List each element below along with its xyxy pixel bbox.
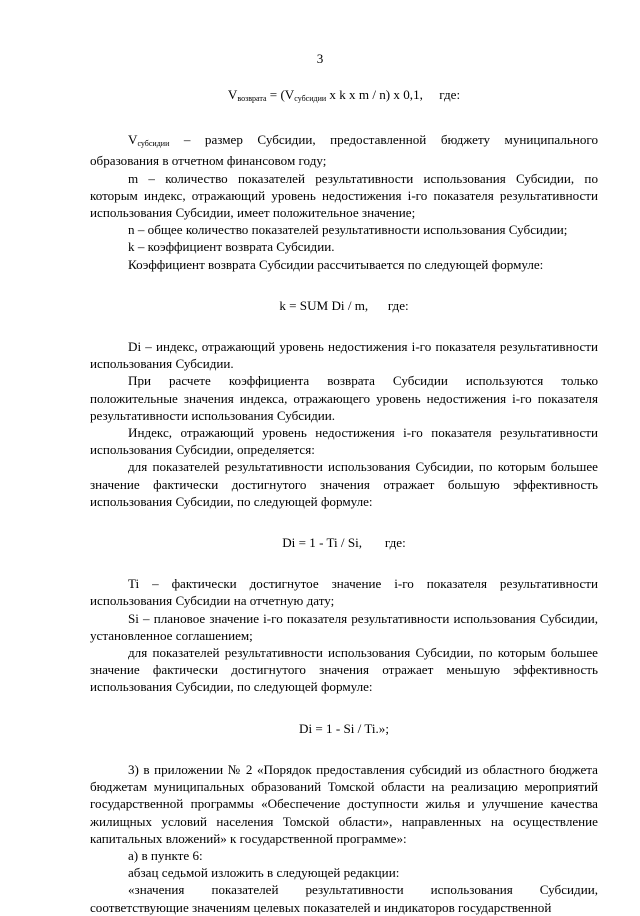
item-a: а) в пункте 6: xyxy=(128,847,203,863)
formula-refund-volume xyxy=(90,86,598,107)
def-v-main: V xyxy=(128,132,138,148)
item-a-text: абзац седьмой изложить в следующей редакции: xyxy=(128,865,400,881)
page-number: 3 xyxy=(316,51,324,66)
definition-m: m – количество показателей результативности использования Субсидии, по которым индекс, отражающий уровень недостижения i-го показателя результативности использования Субсидии, имеет положительное значение; xyxy=(90,170,598,221)
definition-v-subsidy xyxy=(90,131,598,169)
def-v-subscript: субсидии xyxy=(137,139,170,149)
definition-si: Si – плановое значение i-го показателя результативности использования Субсидии, установленное соглашением; xyxy=(90,610,598,643)
definition-ti: Ti – фактически достигнутое значение i-го показателя результативности использования Субсидии на отчетную дату; xyxy=(90,576,598,609)
def-v-line2: образования в отчетном финансовом году; xyxy=(90,153,327,169)
formula-middle-b: x k x m / n) x 0,1, xyxy=(326,87,423,102)
case-larger-better: для показателей результативности использования Субсидии, по которым большее значение фактически достигнутого значения отражает большую эффективность использования Субсидии, по следующей формуле: xyxy=(90,459,598,509)
formula-middle-a: = (V xyxy=(266,87,295,102)
formula-v-main: V xyxy=(227,87,238,102)
formula-v-subscript: возврата xyxy=(237,94,267,103)
formula-coefficient: k = SUM Di / m, где: xyxy=(279,297,409,313)
index-definition: Индекс, отражающий уровень недостижения i-го показателя результативности использования Субсидии, определяется: xyxy=(90,425,598,458)
case-larger-worse: для показателей результативности использования Субсидии, по которым большее значение фактически достигнутого значения отражает меньшую эффективность использования Субсидии, по следующей формуле: xyxy=(90,645,598,695)
formula-tail: где: xyxy=(422,87,461,102)
positive-values-note: При расчете коэффициента возврата Субсидии используются только положительные значения индекса, отражающего уровень недостижения i-го показателя результативности использования Субсидии. xyxy=(90,373,598,423)
definition-di: Di – индекс, отражающий уровень недостижения i-го показателя результативности использования Субсидии. xyxy=(90,339,598,372)
coefficient-intro: Коэффициент возврата Субсидии рассчитывается по следующей формуле: xyxy=(128,256,544,272)
item-3: 3) в приложении № 2 «Порядок предоставления субсидий из областного бюджета бюджетам муниципальных образований Томской области на реализацию мероприятий государственной программы «Обеспечение доступности жилья и улучшение качества жилищных условий населения Томской области», направленных на осуществление капитальных вложений» к государственной программе»: xyxy=(90,761,598,846)
definition-k: k – коэффициент возврата Субсидии. xyxy=(128,239,335,255)
document-body xyxy=(90,86,598,916)
formula-di-1: Di = 1 - Ti / Si, где: xyxy=(282,535,406,551)
quote-start: «значения показателей результативности использования Субсидии, соответствующие значениям целевых показателей и индикаторов государственной xyxy=(90,882,598,915)
formula-di-2: Di = 1 - Si / Ti.»; xyxy=(299,720,389,736)
formula-v2-subscript: субсидии xyxy=(294,94,327,103)
definition-n: n – общее количество показателей результативности использования Субсидии; xyxy=(128,222,568,238)
def-v-rest: – размер Субсидии, предоставленной бюджету муниципального xyxy=(169,132,598,148)
